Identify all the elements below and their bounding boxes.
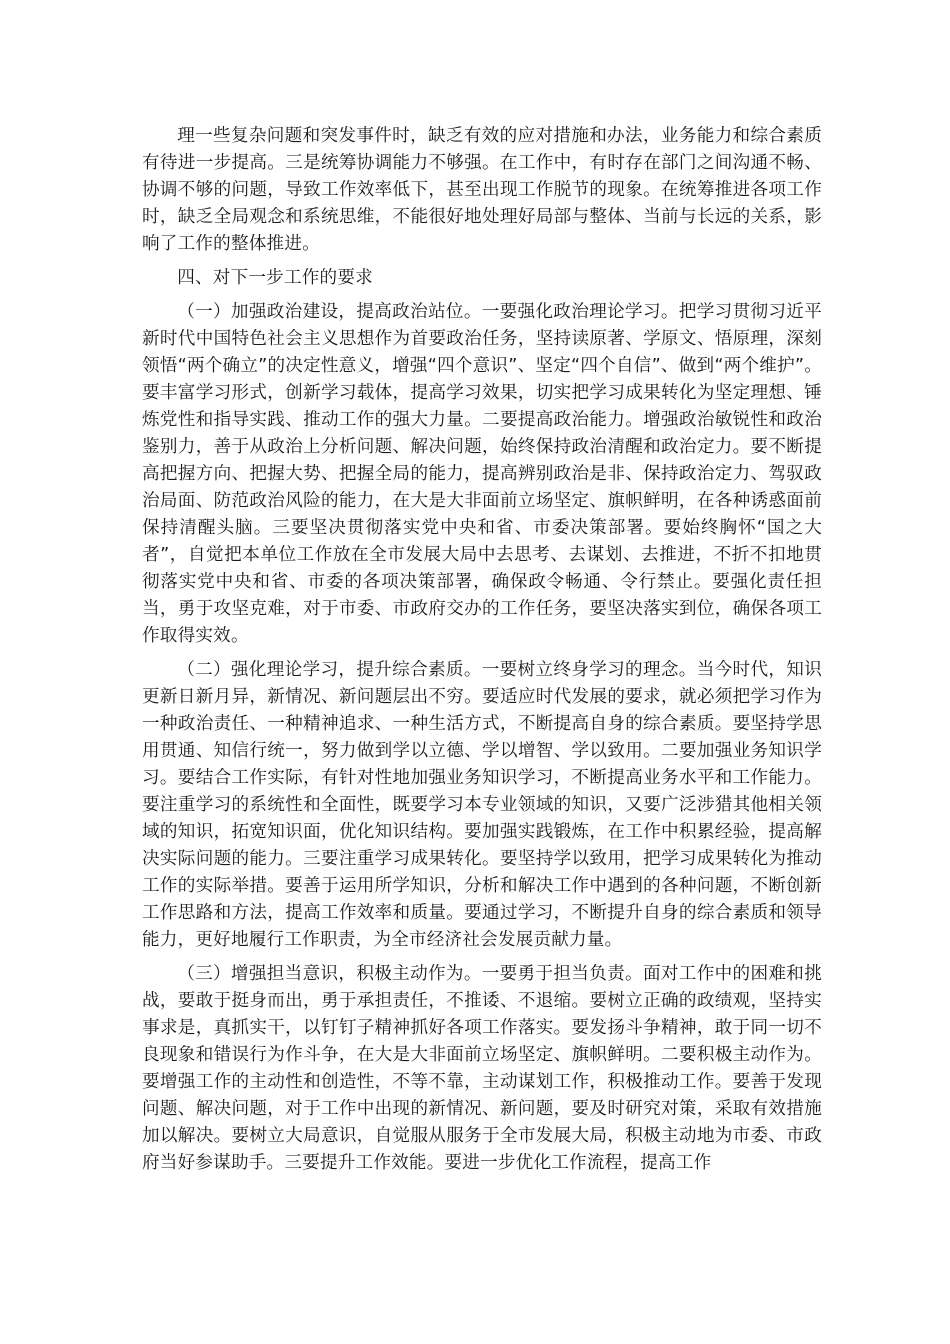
- paragraph-political-building: （一）加强政治建设，提高政治站位。一要强化政治理论学习。把学习贯彻习近平新时代中国特色社会主义思想作为首要政治任务，坚持读原著、学原文、悟原理，深刻领悟“两个确立”的决定性意义，增强“四个意识”、坚定“四个自信”、做到“两个维护”。要丰富学习形式，创新学习载体，提高学习效果，切实把学习成果转化为坚定理想、锤炼党性和指导实践、推动工作的强大力量。二要提高政治能力。增强政治敏锐性和政治鉴别力，善于从政治上分析问题、解决问题，始终保持政治清醒和政治定力。要不断提高把握方向、把握大势、把握全局的能力，提高辨别政治是非、保持政治定力、驾驭政治局面、防范政治风险的能力，在大是大非面前立场坚定、旗帜鲜明，在各种诱惑面前保持清醒头脑。三要坚决贯彻落实党中央和省、市委决策部署。要始终胸怀“国之大者”，自觉把本单位工作放在全市发展大局中去思考、去谋划、去推进，不折不扣地贯彻落实党中央和省、市委的各项决策部署，确保政令畅通、令行禁止。要强化责任担当，勇于攻坚克难，对于市委、市政府交办的工作任务，要坚决落实到位，确保各项工作取得实效。: [142, 302, 822, 646]
- paragraph-continuation: 理一些复杂问题和突发事件时，缺乏有效的应对措施和办法，业务能力和综合素质有待进一步提高。三是统筹协调能力不够强。在工作中，有时存在部门之间沟通不畅、协调不够的问题，导致工作效率低下，甚至出现工作脱节的现象。在统筹推进各项工作时，缺乏全局观念和系统思维，不能很好地处理好局部与整体、当前与长远的关系，影响了工作的整体推进。: [142, 126, 822, 254]
- paragraph-theory-study: （二）强化理论学习，提升综合素质。一要树立终身学习的理念。当今时代，知识更新日新月异，新情况、新问题层出不穷。要适应时代发展的要求，就必须把学习作为一种政治责任、一种精神追求、一种生活方式，不断提高自身的综合素质。要坚持学思用贯通、知信行统一，努力做到学以立德、学以增智、学以致用。二要加强业务知识学习。要结合工作实际，有针对性地加强业务知识学习，不断提高业务水平和工作能力。要注重学习的系统性和全面性，既要学习本专业领域的知识，又要广泛涉猎其他相关领域的知识，拓宽知识面，优化知识结构。要加强实践锻炼，在工作中积累经验，提高解决实际问题的能力。三要注重学习成果转化。要坚持学以致用，把学习成果转化为推动工作的实际举措。要善于运用所学知识，分析和解决工作中遇到的各种问题，不断创新工作思路和方法，提高工作效率和质量。要通过学习，不断提升自身的综合素质和领导能力，更好地履行工作职责，为全市经济社会发展贡献力量。: [142, 660, 822, 950]
- document-page: [142, 123, 822, 1177]
- section-heading-four: 四、对下一步工作的要求: [177, 268, 373, 288]
- paragraph-responsibility: （三）增强担当意识，积极主动作为。一要勇于担当负责。面对工作中的困难和挑战，要敢于挺身而出，勇于承担责任，不推诿、不退缩。要树立正确的政绩观，坚持实事求是，真抓实干，以钉钉子精神抓好各项工作落实。要发扬斗争精神，敢于同一切不良现象和错误行为作斗争，在大是大非面前立场坚定、旗帜鲜明。二要积极主动作为。要增强工作的主动性和创造性，不等不靠，主动谋划工作，积极推动工作。要善于发现问题、解决问题，对于工作中出现的新情况、新问题，要及时研究对策，采取有效措施加以解决。要树立大局意识，自觉服从服务于全市发展大局，积极主动地为市委、市政府当好参谋助手。三要提升工作效能。要进一步优化工作流程，提高工作: [142, 964, 822, 1173]
